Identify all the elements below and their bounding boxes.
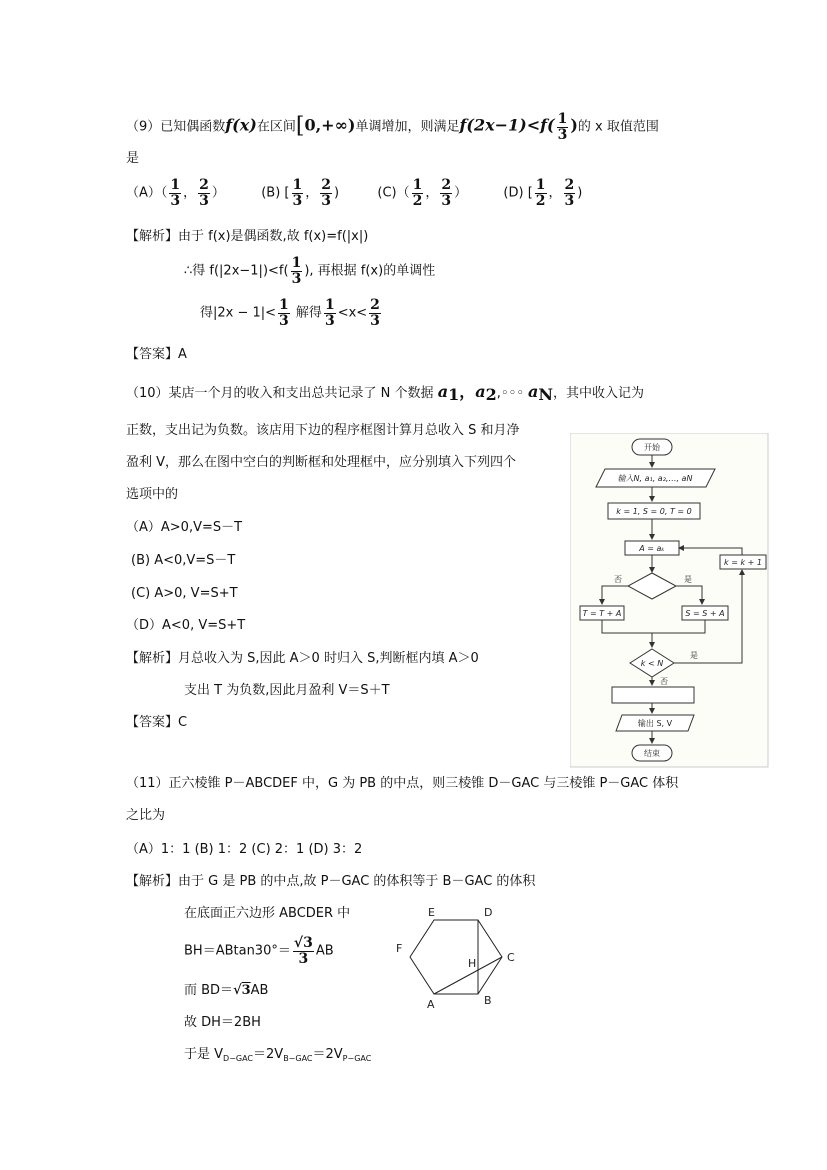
- q9-option-d-comma: ，: [548, 185, 562, 201]
- q9-stem-a: 已知偶函数: [160, 119, 226, 135]
- flowchart-output-label: 输出 S, V: [637, 719, 673, 728]
- q11-analysis-6-sub1: D−GAC: [223, 1054, 254, 1063]
- hexagon-label-f: F: [396, 942, 403, 955]
- flowchart-blank-box: [612, 687, 694, 703]
- q9-stem-line2: 是: [126, 151, 140, 166]
- q11-analysis-line3: [184, 936, 334, 966]
- q9-analysis-3-den2: 3: [324, 312, 335, 329]
- q10-option-d: （D）A<0, V=S+T: [126, 618, 246, 633]
- q9-analysis-line3: [200, 298, 383, 328]
- q9-option-b-d1: 3: [292, 192, 303, 209]
- q9-left-bracket: [: [295, 113, 305, 139]
- q9-analysis-2b: ), 再根据 f(x)的单调性: [304, 263, 436, 279]
- q11-analysis-6c: ＝2V: [312, 1047, 343, 1062]
- q11-options: （A）1：1 (B) 1：2 (C) 2：1 (D) 3：2: [126, 842, 363, 857]
- q9-option-a-label: （A）（: [126, 185, 168, 201]
- q9-analysis-3-num2: 1: [324, 297, 335, 313]
- q11-line2: 之比为: [126, 808, 166, 823]
- flowchart-loop-yes-label: 是: [690, 651, 698, 660]
- flowchart-start-label: 开始: [644, 443, 660, 452]
- q10-analysis-1: 月总收入为 S,因此 A＞0 时归入 S,判断框内填 A＞0: [178, 651, 479, 666]
- q9-option-b-frac1: [292, 178, 304, 208]
- q9-analysis-3-frac2: [324, 298, 336, 328]
- q11-analysis-line6: [184, 1048, 371, 1063]
- q11-analysis-line1: [126, 875, 535, 888]
- q9-stem-b: 在区间: [256, 119, 296, 135]
- flowchart-no-label: 否: [614, 575, 622, 584]
- q9-interval: 0,+∞): [304, 115, 356, 135]
- q9-answer-tag: 【答案】: [126, 347, 179, 362]
- q11-analysis-1: 由于 G 是 PB 的中点,故 P－GAC 的体积等于 B－GAC 的体积: [178, 874, 536, 889]
- q9-option-a-frac2: [198, 178, 210, 208]
- q10-line3: 盈利 V，那么在图中空白的判断框和处理框中，应分别填入下列四个: [126, 455, 517, 470]
- hexagon-label-a: A: [427, 998, 435, 1011]
- q9-option-d-close: ): [577, 185, 583, 201]
- hexagon-label-c: C: [507, 951, 515, 964]
- q9-options: [126, 178, 582, 208]
- q9-option-c-d1: 2: [412, 192, 423, 209]
- q9-analysis-3c: <x<: [337, 305, 368, 321]
- q9-analysis-2-num: 1: [291, 255, 302, 271]
- q10-option-c: (C) A>0, V=S+T: [131, 586, 238, 601]
- q9-option-a-d2: 3: [199, 192, 209, 209]
- q11-analysis-4-sqrt: √3: [233, 983, 251, 998]
- q10-a1-sub: 1: [448, 385, 460, 404]
- q9-option-d-frac2: [564, 178, 576, 208]
- hexagon-label-d: D: [484, 906, 493, 919]
- q9-option-a-n1: 1: [170, 177, 181, 193]
- q9-option-b-frac2: [320, 178, 332, 208]
- q11-analysis-6-sub3: P−GAC: [342, 1054, 372, 1063]
- q9-option-b-d2: 3: [321, 192, 332, 209]
- q9-analysis-1: 由于 f(x)是偶函数,故 f(x)=f(|x|): [178, 229, 369, 244]
- q9-option-c-label: (C)（: [377, 185, 410, 201]
- q9-option-a-n2: 2: [199, 177, 209, 193]
- q10-line1-text: （10）某店一个月的收入和支出总共记录了 N 个数据: [126, 386, 434, 401]
- hexagon-outline: [410, 920, 502, 994]
- hexagon-label-e: E: [428, 906, 435, 919]
- q10-dots: ,◦◦◦: [496, 386, 524, 401]
- q9-stem-line1: [126, 112, 659, 142]
- q9-func: f(x): [225, 115, 257, 135]
- q10-a2: a: [475, 382, 486, 401]
- q9-option-c-frac2: [440, 178, 452, 208]
- q9-inequality-f: f(: [540, 115, 555, 135]
- q9-option-d-d1: 2: [535, 192, 546, 209]
- q9-analysis-line2: [184, 256, 435, 286]
- flowchart-assign-label: A = aₖ: [639, 544, 665, 553]
- q9-stem-d: 的 x 取值范围: [577, 119, 659, 135]
- q11-hexagon-diagram: [390, 902, 530, 1012]
- q11-analysis-line4: [184, 984, 268, 997]
- q9-fraction: [557, 112, 569, 142]
- q11-analysis-3-frac: [293, 936, 314, 966]
- q10-answer-value: C: [178, 715, 188, 730]
- q9-stem-c: 单调增加，则满足: [355, 119, 460, 135]
- q10-analysis-tag: 【解析】: [126, 651, 179, 666]
- q10-a2-sub: 2: [485, 385, 497, 404]
- q9-option-a-close: ）: [211, 185, 225, 201]
- q10-flowchart: [570, 433, 770, 769]
- q10-answer-tag: 【答案】: [126, 715, 179, 730]
- q11-analysis-tag: 【解析】: [126, 874, 179, 889]
- q11-analysis-4b: AB: [250, 983, 269, 998]
- q10-analysis-line1: [126, 652, 479, 665]
- q9-number: （9）: [126, 119, 161, 135]
- q11-analysis-3-den: 3: [298, 950, 309, 967]
- q9-analysis-2-frac: [291, 256, 303, 286]
- flowchart-loop-label: k < N: [640, 659, 664, 668]
- q9-option-d-n2: 2: [564, 177, 575, 193]
- q10-line1-end: ，其中收入记为: [553, 386, 645, 401]
- q11-analysis-6b: ＝2V: [253, 1047, 284, 1062]
- flowchart-init-label: k = 1, S = 0, T = 0: [616, 507, 692, 516]
- q10-line2: 正数，支出记为负数。该店用下边的程序框图计算月总收入 S 和月净: [126, 423, 520, 438]
- q10-option-a: （A）A>0,V=S－T: [126, 520, 243, 535]
- q11-analysis-3b: AB: [315, 943, 334, 959]
- q10-answer: [126, 716, 187, 729]
- flowchart-s-label: S = S + A: [685, 609, 725, 618]
- q10-aN: a: [528, 382, 539, 401]
- q9-fraction-den: 3: [557, 126, 568, 143]
- flowchart-end-label: 结束: [644, 749, 660, 758]
- q9-analysis-3b: 解得: [291, 305, 322, 321]
- q9-analysis-3-num1: 1: [279, 297, 289, 313]
- q10-option-b: (B) A<0,V=S－T: [131, 553, 236, 568]
- q9-analysis-tag: 【解析】: [126, 229, 179, 244]
- q9-analysis-2a: ∴得 f(|2x−1|)<f(: [184, 263, 289, 279]
- q9-option-b-label: (B) [: [261, 185, 290, 201]
- q10-line1: （10）某店一个月的收入和支出总共记录了 N 个数据 $a_1$，$a_2,◦◦◦$ $a_N$，其中收入记为: [126, 382, 645, 404]
- q11-analysis-3-root: 3: [303, 935, 313, 951]
- q9-option-a-comma: ，: [183, 185, 197, 201]
- q11-analysis-line5: 故 DH＝2BH: [184, 1015, 261, 1030]
- q11-analysis-6-sub2: B−GAC: [283, 1054, 313, 1063]
- q9-option-b-close: ): [334, 185, 340, 201]
- flowchart-loop-no-label: 否: [660, 677, 668, 686]
- flowchart-incr-label: k = k + 1: [724, 558, 762, 567]
- q9-analysis-3-den3: 3: [370, 312, 380, 329]
- q10-line4: 选项中的: [126, 487, 179, 502]
- hexagon-label-b: B: [484, 994, 492, 1007]
- q9-option-d-frac1: [535, 178, 547, 208]
- q9-analysis-3-frac1: [278, 298, 290, 328]
- q10-analysis-line2: 支出 T 为负数,因此月盈利 V＝S＋T: [184, 683, 390, 698]
- q10-a1: a: [437, 382, 449, 401]
- q9-option-c-frac1: [412, 178, 424, 208]
- q9-option-a-d1: 3: [170, 192, 181, 209]
- hexagon-label-h: H: [468, 957, 477, 970]
- q9-option-c-n1: 1: [412, 177, 423, 193]
- q9-analysis-line1: [126, 230, 368, 243]
- q9-analysis-2-den: 3: [291, 270, 302, 287]
- q11-line1: （11）正六棱锥 P－ABCDEF 中，G 为 PB 的中点，则三棱锥 D－GAC 与三棱锥 P－GAC 体积: [126, 776, 679, 791]
- q9-option-c-comma: ，: [425, 185, 439, 201]
- flowchart-yes-label: 是: [684, 575, 692, 584]
- q9-analysis-3-num3: 2: [370, 297, 380, 313]
- q9-answer: [126, 348, 187, 361]
- q9-option-c-close: ）: [454, 185, 468, 201]
- q9-inequality-close: ): [570, 115, 578, 135]
- q9-answer-value: A: [178, 347, 187, 362]
- q9-option-b-n2: 2: [321, 177, 332, 193]
- q9-option-d-n1: 1: [535, 177, 546, 193]
- q11-analysis-6a: 于是 V: [184, 1047, 224, 1062]
- q11-analysis-3a: BH＝ABtan30°＝: [184, 943, 291, 959]
- q11-analysis-4a: 而 BD＝: [184, 983, 234, 998]
- q9-analysis-3-frac3: [369, 298, 381, 328]
- q9-inequality-left: f(2x−1)<: [459, 115, 541, 135]
- q11-analysis-3-num: √3: [293, 935, 313, 951]
- flowchart-t-label: T = T + A: [582, 609, 622, 618]
- q9-option-c-d2: 3: [441, 192, 452, 209]
- q11-analysis-line2: 在底面正六边形 ABCDER 中: [184, 906, 351, 921]
- q9-option-c-n2: 2: [441, 177, 452, 193]
- q10-aN-sub: N: [538, 385, 554, 404]
- q9-option-a-frac1: [169, 178, 181, 208]
- q9-analysis-3-den1: 3: [279, 312, 289, 329]
- flowchart-input-label: 输入N, a₁, a₂,…, aN: [617, 474, 693, 483]
- q9-analysis-3a: 得|2x − 1|<: [200, 305, 277, 321]
- q9-option-d-label: (D) [: [503, 185, 533, 201]
- q9-option-b-comma: ，: [305, 185, 319, 201]
- q9-fraction-num: 1: [557, 111, 568, 127]
- q9-option-b-n1: 1: [292, 177, 303, 193]
- q11-analysis-4-root: 3: [241, 983, 251, 998]
- q9-option-d-d2: 3: [564, 192, 575, 209]
